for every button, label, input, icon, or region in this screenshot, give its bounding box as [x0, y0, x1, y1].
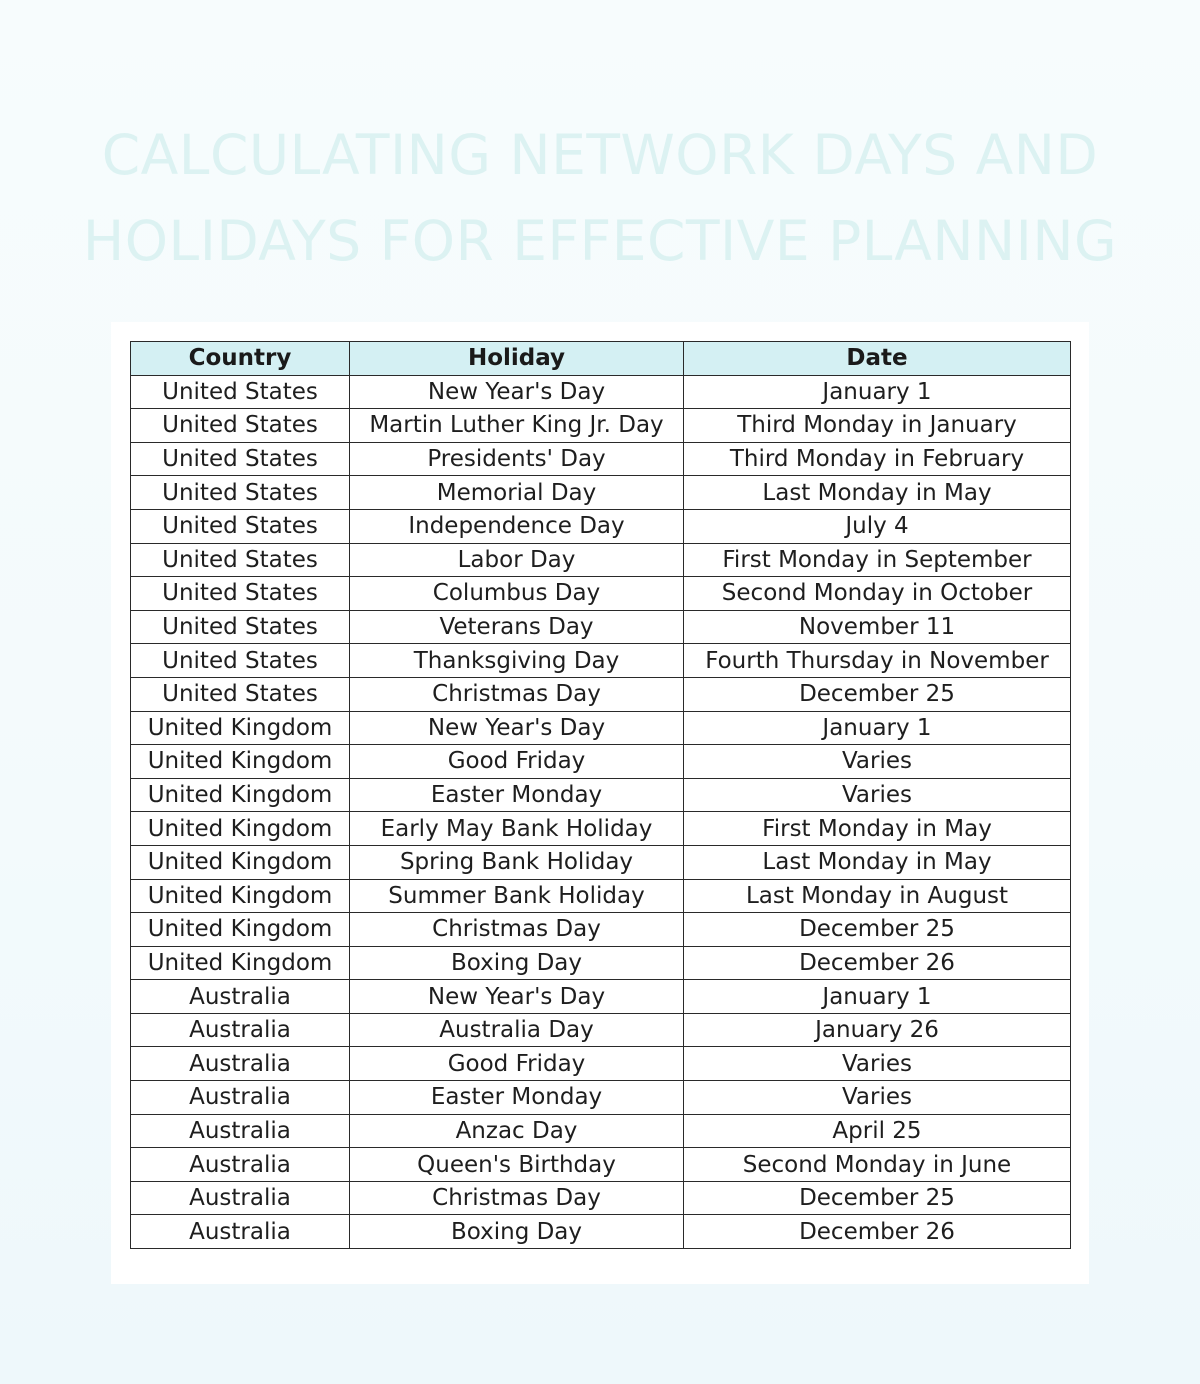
- cell-date: Third Monday in February: [684, 442, 1071, 476]
- cell-holiday: Australia Day: [350, 1013, 684, 1047]
- table-row: [131, 711, 1071, 745]
- cell-date: December 26: [684, 946, 1071, 980]
- table-row: [131, 778, 1071, 812]
- cell-holiday: Queen's Birthday: [350, 1148, 684, 1182]
- table-row: [131, 1181, 1071, 1215]
- table-row: [131, 845, 1071, 879]
- cell-country: United Kingdom: [131, 711, 350, 745]
- holidays-table: [130, 341, 1071, 1249]
- table-row: [131, 879, 1071, 913]
- cell-holiday: Boxing Day: [350, 1215, 684, 1249]
- cell-date: Varies: [684, 1081, 1071, 1115]
- cell-date: December 25: [684, 1181, 1071, 1215]
- cell-country: Australia: [131, 980, 350, 1014]
- cell-date: January 1: [684, 980, 1071, 1014]
- cell-date: December 25: [684, 913, 1071, 947]
- table-row: [131, 543, 1071, 577]
- table-body: [131, 375, 1071, 1248]
- cell-holiday: Spring Bank Holiday: [350, 845, 684, 879]
- cell-country: United States: [131, 644, 350, 678]
- page-title-line-2: HOLIDAYS FOR EFFECTIVE PLANNING: [82, 209, 1118, 273]
- cell-country: Australia: [131, 1148, 350, 1182]
- cell-country: Australia: [131, 1013, 350, 1047]
- table-row: [131, 913, 1071, 947]
- table-row: [131, 509, 1071, 543]
- cell-holiday: Martin Luther King Jr. Day: [350, 409, 684, 443]
- cell-holiday: Christmas Day: [350, 913, 684, 947]
- table-row: [131, 375, 1071, 409]
- page-title-line-1: CALCULATING NETWORK DAYS AND: [101, 123, 1099, 187]
- table-header-row: [131, 342, 1071, 376]
- table-row: [131, 980, 1071, 1014]
- table-row: [131, 1114, 1071, 1148]
- table-row: [131, 745, 1071, 779]
- cell-country: United Kingdom: [131, 913, 350, 947]
- cell-holiday: Independence Day: [350, 509, 684, 543]
- cell-holiday: Labor Day: [350, 543, 684, 577]
- cell-date: Second Monday in October: [684, 577, 1071, 611]
- cell-date: Varies: [684, 1047, 1071, 1081]
- cell-date: Fourth Thursday in November: [684, 644, 1071, 678]
- cell-date: Third Monday in January: [684, 409, 1071, 443]
- table-row: [131, 1047, 1071, 1081]
- cell-country: Australia: [131, 1181, 350, 1215]
- cell-date: Varies: [684, 778, 1071, 812]
- cell-holiday: Easter Monday: [350, 1081, 684, 1115]
- cell-date: January 26: [684, 1013, 1071, 1047]
- cell-holiday: Columbus Day: [350, 577, 684, 611]
- header-country: Country: [131, 342, 350, 376]
- cell-date: Last Monday in May: [684, 845, 1071, 879]
- cell-holiday: Easter Monday: [350, 778, 684, 812]
- cell-country: United States: [131, 375, 350, 409]
- table-row: [131, 1215, 1071, 1249]
- cell-country: United States: [131, 610, 350, 644]
- table-row: [131, 476, 1071, 510]
- cell-country: Australia: [131, 1114, 350, 1148]
- table-row: [131, 610, 1071, 644]
- cell-holiday: Boxing Day: [350, 946, 684, 980]
- cell-date: July 4: [684, 509, 1071, 543]
- cell-country: Australia: [131, 1047, 350, 1081]
- cell-country: United States: [131, 577, 350, 611]
- cell-holiday: Early May Bank Holiday: [350, 812, 684, 846]
- cell-holiday: Thanksgiving Day: [350, 644, 684, 678]
- cell-holiday: Anzac Day: [350, 1114, 684, 1148]
- cell-country: United States: [131, 543, 350, 577]
- page-title: [0, 112, 1200, 284]
- cell-holiday: Veterans Day: [350, 610, 684, 644]
- cell-date: Second Monday in June: [684, 1148, 1071, 1182]
- table-row: [131, 1013, 1071, 1047]
- cell-holiday: New Year's Day: [350, 980, 684, 1014]
- cell-date: December 25: [684, 677, 1071, 711]
- table-row: [131, 409, 1071, 443]
- cell-holiday: Good Friday: [350, 745, 684, 779]
- cell-country: United States: [131, 409, 350, 443]
- cell-country: United States: [131, 476, 350, 510]
- cell-country: United Kingdom: [131, 778, 350, 812]
- table-row: [131, 644, 1071, 678]
- table-row: [131, 677, 1071, 711]
- table-row: [131, 1148, 1071, 1182]
- cell-country: United Kingdom: [131, 745, 350, 779]
- cell-country: Australia: [131, 1215, 350, 1249]
- cell-date: April 25: [684, 1114, 1071, 1148]
- cell-country: United States: [131, 509, 350, 543]
- cell-date: January 1: [684, 375, 1071, 409]
- cell-holiday: Presidents' Day: [350, 442, 684, 476]
- cell-country: United Kingdom: [131, 845, 350, 879]
- table-row: [131, 442, 1071, 476]
- cell-date: Last Monday in August: [684, 879, 1071, 913]
- cell-date: First Monday in May: [684, 812, 1071, 846]
- header-date: Date: [684, 342, 1071, 376]
- cell-country: United Kingdom: [131, 946, 350, 980]
- cell-holiday: Christmas Day: [350, 677, 684, 711]
- cell-holiday: Summer Bank Holiday: [350, 879, 684, 913]
- cell-country: United States: [131, 677, 350, 711]
- cell-date: Varies: [684, 745, 1071, 779]
- cell-holiday: Good Friday: [350, 1047, 684, 1081]
- cell-holiday: New Year's Day: [350, 711, 684, 745]
- cell-country: United Kingdom: [131, 879, 350, 913]
- cell-country: Australia: [131, 1081, 350, 1115]
- cell-date: Last Monday in May: [684, 476, 1071, 510]
- table-row: [131, 946, 1071, 980]
- cell-holiday: New Year's Day: [350, 375, 684, 409]
- cell-holiday: Christmas Day: [350, 1181, 684, 1215]
- cell-country: United Kingdom: [131, 812, 350, 846]
- cell-holiday: Memorial Day: [350, 476, 684, 510]
- cell-date: December 26: [684, 1215, 1071, 1249]
- cell-date: January 1: [684, 711, 1071, 745]
- header-holiday: Holiday: [350, 342, 684, 376]
- table-row: [131, 1081, 1071, 1115]
- cell-date: November 11: [684, 610, 1071, 644]
- cell-country: United States: [131, 442, 350, 476]
- table-row: [131, 812, 1071, 846]
- table-row: [131, 577, 1071, 611]
- cell-date: First Monday in September: [684, 543, 1071, 577]
